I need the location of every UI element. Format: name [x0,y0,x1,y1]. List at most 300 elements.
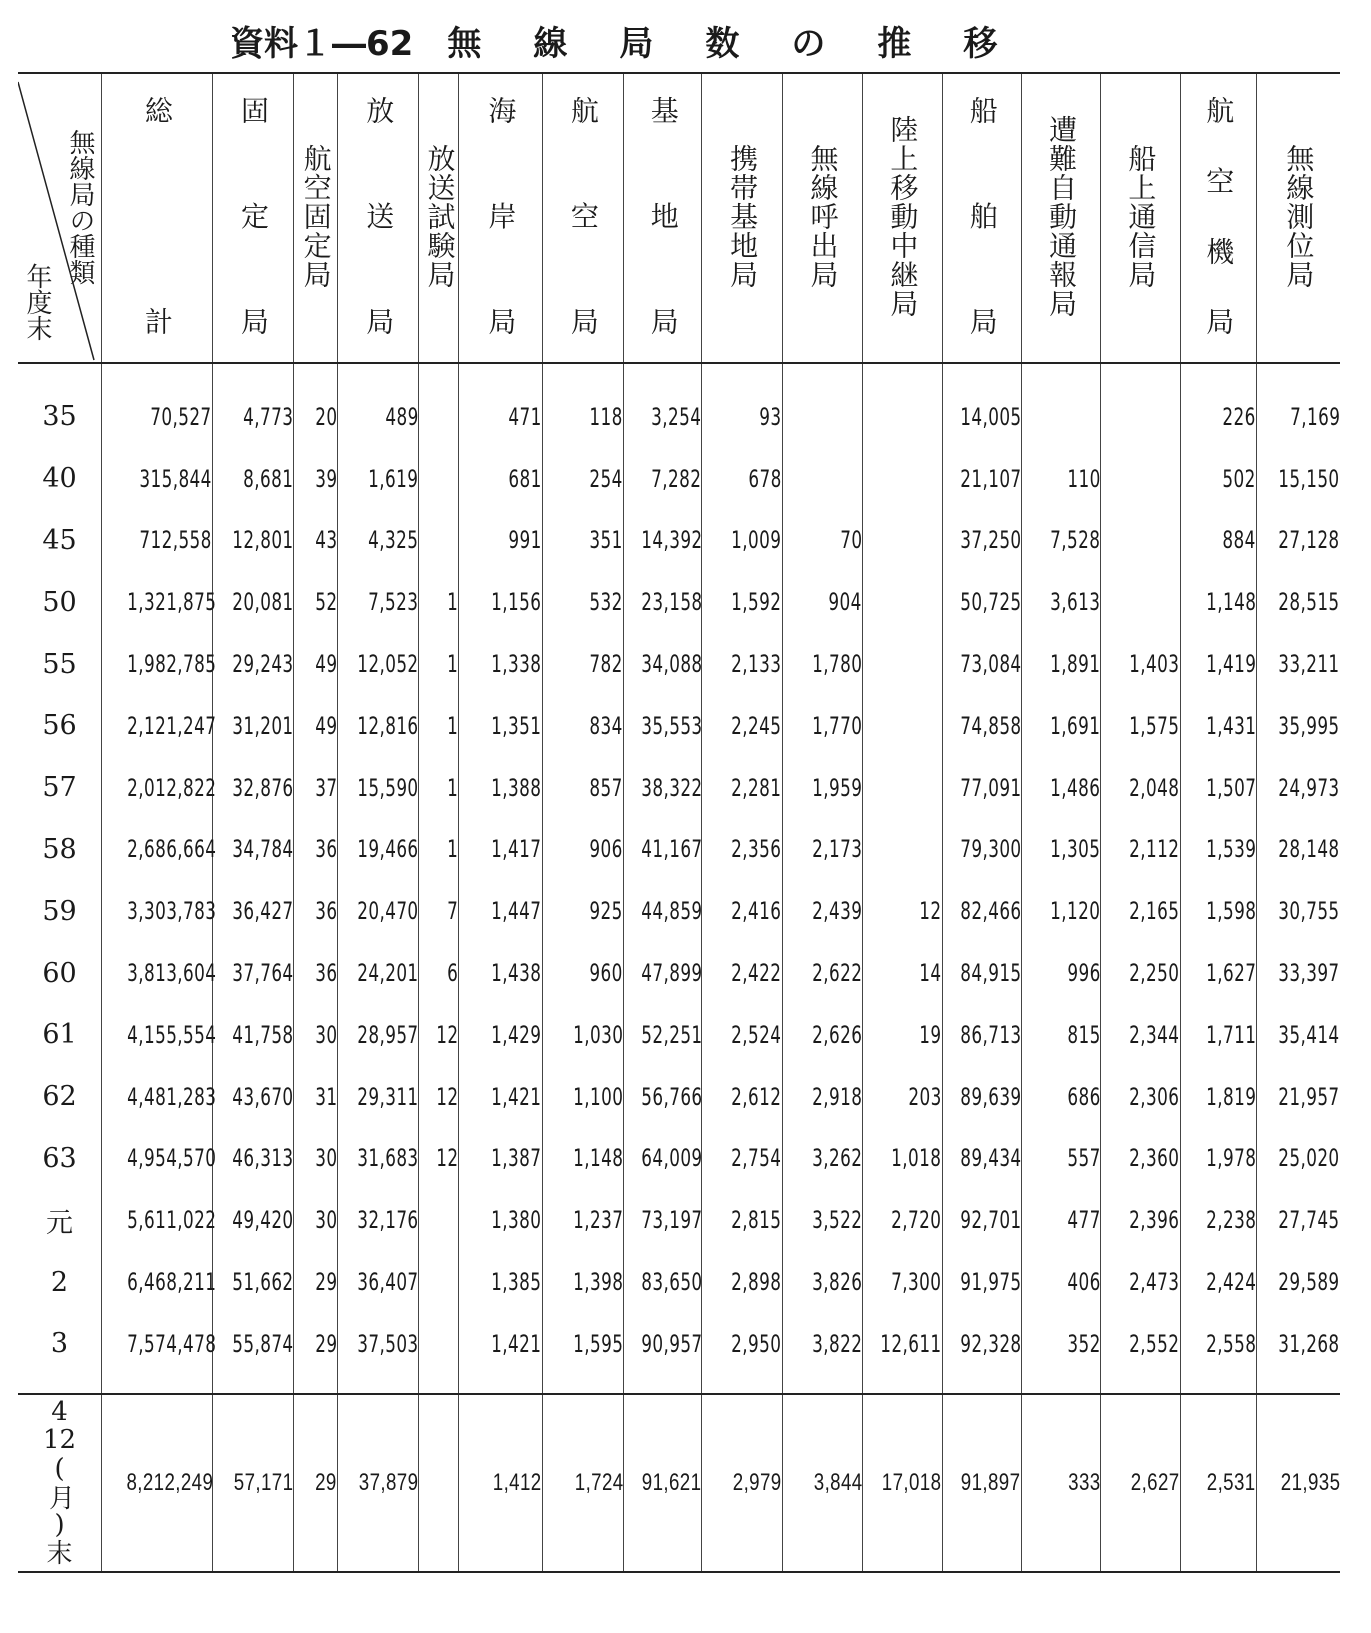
table-cell [459,448,543,510]
cell-value: 352 [1066,1329,1101,1358]
table-cell [1256,1189,1340,1251]
table-cell [338,633,419,695]
table-cell [782,1251,862,1313]
cell-value: 29,243 [231,650,294,679]
table-cell [1021,1128,1100,1190]
cell-value: 351 [589,526,624,555]
column-header-label: 船上通信局 [1124,143,1158,289]
latest-end: 末 [46,1538,73,1569]
table-cell [702,571,782,633]
table-cell [419,1313,459,1394]
table-cell [782,363,862,448]
table-cell [338,757,419,819]
table-cell [1101,363,1180,448]
table-cell [102,1313,217,1394]
table-cell [419,510,459,572]
table-cell [702,942,782,1004]
cell-value: 51,662 [231,1268,294,1297]
column-header [459,73,543,363]
cell-value: 1,305 [1050,835,1101,864]
table-cell [102,1004,217,1066]
title-reference: 資料１―62 [230,24,414,64]
cell-value: 1,891 [1050,650,1101,679]
table-cell [542,1004,623,1066]
cell-value: 25,020 [1278,1144,1340,1173]
cell-value: 1,539 [1205,835,1256,864]
column-header-label: 航空機局 [1202,96,1236,336]
cell-value: 52,251 [641,1020,703,1049]
cell-value: 35,553 [641,711,703,740]
table-cell [942,1004,1021,1066]
table-cell [212,757,293,819]
cell-value: 7,300 [891,1268,942,1297]
cell-value: 2,250 [1129,959,1180,988]
cell-value: 38,322 [641,773,703,802]
table-cell [459,633,543,695]
cell-value: 28,957 [357,1020,419,1049]
cell-value: 36 [314,835,337,864]
cell-value: 2,524 [731,1020,782,1049]
table-cell [338,1189,419,1251]
table-cell [702,1189,782,1251]
cell-value: 925 [589,897,624,926]
table-cell [624,1004,702,1066]
table-row [18,448,1340,510]
cell-value: 28,515 [1278,588,1340,617]
cell-value: 857 [589,773,624,802]
cell-value: 1,982,785 [127,650,217,679]
cell-value: 52 [314,588,337,617]
cell-value: 49 [314,711,337,740]
table-cell [102,633,217,695]
table-cell [338,1251,419,1313]
table-cell [702,448,782,510]
table-cell [459,880,543,942]
table-cell [702,363,782,448]
table-cell [294,819,338,881]
table-cell [294,695,338,757]
cell-value: 2,531 [1207,1468,1256,1496]
cell-value: 315,844 [139,464,212,493]
cell-value: 1,447 [491,897,542,926]
cell-value: 4,481,283 [127,1082,217,1111]
table-cell [1101,880,1180,942]
cell-value: 2,306 [1129,1082,1180,1111]
table-cell [942,1394,1021,1572]
cell-value: 92,328 [959,1329,1022,1358]
table-cell [294,1189,338,1251]
table-cell [542,1066,623,1128]
table-cell [294,1128,338,1190]
cell-value: 41,758 [231,1020,294,1049]
cell-value: 93 [759,402,782,431]
cell-value: 20,081 [231,588,294,617]
cell-value: 20,470 [357,897,419,926]
table-cell [782,633,862,695]
cell-value: 15,150 [1278,464,1340,493]
row-year: 55 [42,648,77,680]
cell-value: 532 [589,588,624,617]
table-cell [1180,819,1256,881]
table-row [18,363,1340,448]
cell-value: 991 [508,526,542,555]
cell-value: 24,973 [1278,773,1340,802]
cell-value: 1,592 [731,588,782,617]
table-cell [419,1066,459,1128]
cell-value: 84,915 [959,959,1022,988]
cell-value: 30,755 [1278,897,1340,926]
table-cell [338,1128,419,1190]
table-cell [338,695,419,757]
table-cell [102,880,217,942]
table-cell [1101,1251,1180,1313]
cell-value: 33,211 [1278,650,1340,679]
table-cell [459,363,543,448]
cell-value: 1,627 [1205,959,1256,988]
table-cell [863,942,942,1004]
table-cell [459,571,543,633]
table-row [18,1313,1340,1394]
table-cell [624,1189,702,1251]
table-cell [1256,363,1340,448]
table-cell [782,819,862,881]
column-header-label: 総計 [140,96,174,336]
cell-value: 7,282 [651,464,702,493]
cell-value: 43 [314,526,337,555]
cell-value: 89,639 [959,1082,1022,1111]
cell-value: 2,416 [731,897,782,926]
table-cell [624,510,702,572]
table-cell [1101,1066,1180,1128]
table-row [18,1189,1340,1251]
cell-value: 57,171 [233,1468,294,1496]
title-char: 数 [705,24,740,64]
column-header [702,73,782,363]
cell-value: 7,169 [1289,402,1340,431]
table-cell [1256,1066,1340,1128]
cell-value: 86,713 [959,1020,1022,1049]
table-body [18,363,1340,1394]
cell-value: 1,978 [1205,1144,1256,1173]
table-cell [542,819,623,881]
cell-value: 1,321,875 [127,588,217,617]
table-cell [542,695,623,757]
cell-value: 3,613 [1050,588,1101,617]
cell-value: 37 [314,773,337,802]
table-cell [782,1128,862,1190]
table-cell [1256,819,1340,881]
cell-value: 92,701 [959,1206,1022,1235]
table-cell [212,363,293,448]
table-cell [624,571,702,633]
row-year: 35 [42,401,77,433]
table-cell [863,1004,942,1066]
cell-value: 203 [908,1082,942,1111]
table-cell [702,1251,782,1313]
table-cell [419,1251,459,1313]
table-cell [863,510,942,572]
cell-value: 30 [314,1020,337,1049]
table-cell [459,757,543,819]
table-cell [1021,1313,1100,1394]
cell-value: 31 [314,1082,337,1111]
cell-value: 3,522 [812,1206,863,1235]
cell-value: 4,155,554 [127,1020,217,1049]
cell-value: 2,626 [812,1020,863,1049]
table-cell [1256,942,1340,1004]
table-cell [1256,633,1340,695]
row-year: 56 [42,710,77,742]
cell-value: 1,438 [491,959,542,988]
cell-value: 2,048 [1129,773,1180,802]
cell-value: 12 [919,897,942,926]
cell-value: 36,407 [357,1268,419,1297]
cell-value: 8,681 [243,464,294,493]
table-cell [459,1128,543,1190]
column-header [1180,73,1256,363]
table-cell [1180,1004,1256,1066]
cell-value: 1 [447,588,459,617]
table-cell [212,1128,293,1190]
cell-value: 1,691 [1050,711,1101,740]
cell-value: 1,009 [731,526,782,555]
cell-value: 36,427 [231,897,294,926]
cell-value: 2,012,822 [127,773,217,802]
cell-value: 502 [1222,464,1256,493]
cell-value: 1,711 [1205,1020,1256,1049]
table-cell [1101,757,1180,819]
cell-value: 118 [589,402,624,431]
table-cell [294,1066,338,1128]
table-cell [942,448,1021,510]
table-cell [542,363,623,448]
table-cell [624,695,702,757]
table-cell [294,571,338,633]
table-cell [782,1313,862,1394]
table-cell [102,510,213,572]
table-cell [863,819,942,881]
table-cell [294,363,338,448]
cell-value: 91,897 [961,1468,1021,1496]
table-cell [1021,819,1100,881]
latest-year: 4 [51,1396,68,1427]
cell-value: 56,766 [641,1082,703,1111]
cell-value: 1 [447,835,459,864]
table-cell [459,510,543,572]
cell-value: 2,121,247 [127,711,217,740]
table-cell [1180,510,1256,572]
radio-station-table [18,72,1340,1573]
cell-value: 4,773 [243,402,294,431]
cell-value: 44,859 [641,897,703,926]
cell-value: 37,503 [357,1329,419,1358]
column-header [1021,73,1100,363]
cell-value: 43,670 [231,1082,294,1111]
table-row [18,819,1340,881]
cell-value: 91,975 [959,1268,1022,1297]
cell-value: 29 [314,1268,337,1297]
table-cell [1021,1189,1100,1251]
cell-value: 2,815 [731,1206,782,1235]
table-cell [212,571,293,633]
cell-value: 70 [839,526,863,555]
cell-value: 1,780 [812,650,863,679]
cell-value: 1,421 [491,1082,542,1111]
cell-value: 21,935 [1280,1468,1340,1496]
cell-value: 29,311 [357,1082,419,1111]
cell-value: 55,874 [231,1329,294,1358]
cell-value: 1,338 [491,650,542,679]
column-header-label: 無線呼出局 [806,143,840,289]
table-cell [338,942,419,1004]
column-header-label: 固定局 [236,96,270,336]
cell-value: 2,344 [1129,1020,1180,1049]
table-cell [1256,571,1340,633]
table-cell [459,1066,543,1128]
cell-value: 12,611 [880,1329,942,1358]
table-cell [294,1313,338,1394]
table-cell [338,1066,419,1128]
cell-value: 21,107 [959,464,1022,493]
row-year: 57 [42,772,77,804]
row-year: 2 [50,1266,69,1298]
table-cell [942,880,1021,942]
table-cell [338,1313,419,1394]
table-cell [942,571,1021,633]
table-cell [863,757,942,819]
table-cell [212,1189,293,1251]
table-cell [863,695,942,757]
cell-value: 2,424 [1205,1268,1256,1297]
table-cell [863,1128,942,1190]
table-cell [863,633,942,695]
table-cell [624,819,702,881]
cell-value: 7,523 [368,588,419,617]
cell-value: 1,619 [368,464,419,493]
cell-value: 4,325 [368,526,419,555]
table-cell [212,1394,293,1572]
cell-value: 254 [589,464,624,493]
cell-value: 1,770 [812,711,863,740]
table-cell [1256,1394,1340,1572]
cell-value: 1,598 [1205,897,1256,926]
cell-value: 90,957 [641,1329,703,1358]
cell-value: 1,724 [574,1468,624,1496]
column-header-label: 遭難自動通報局 [1045,114,1079,318]
cell-value: 406 [1066,1268,1101,1297]
table-cell [1101,819,1180,881]
table-cell [942,757,1021,819]
cell-value: 1,388 [491,773,542,802]
table-cell [1180,571,1256,633]
cell-value: 89,434 [959,1144,1022,1173]
cell-value: 2,238 [1205,1206,1256,1235]
table-cell [1180,1251,1256,1313]
table-cell [212,1313,293,1394]
table-cell [624,1066,702,1128]
cell-value: 2,622 [812,959,863,988]
table-cell [102,942,217,1004]
row-year-latest [18,1394,102,1572]
column-header-label: 陸上移動中継局 [886,114,920,318]
table-cell [1101,1004,1180,1066]
table-cell [942,510,1021,572]
column-header-label: 海岸局 [484,96,518,336]
table-row [18,942,1340,1004]
table-cell [102,1189,217,1251]
column-header-label: 航空固定局 [299,143,333,289]
cell-value: 74,858 [959,711,1022,740]
cell-value: 1,148 [572,1144,624,1173]
cell-value: 2,612 [731,1082,782,1111]
cell-value: 2,396 [1129,1206,1180,1235]
cell-value: 1,030 [572,1020,624,1049]
cell-value: 83,650 [641,1268,703,1297]
table-cell [1021,1004,1100,1066]
table-cell [1180,695,1256,757]
table-cell [702,1128,782,1190]
cell-value: 82,466 [959,897,1022,926]
table-cell [338,819,419,881]
table-cell [542,880,623,942]
table-cell [782,571,862,633]
table-cell [624,448,702,510]
table-cell [1021,757,1100,819]
cell-value: 2,360 [1129,1144,1180,1173]
table-cell [212,819,293,881]
table-cell [1021,695,1100,757]
cell-value: 7,528 [1050,526,1101,555]
column-header-label: 船舶局 [965,96,999,336]
table-cell [1021,1066,1100,1128]
cell-value: 2,552 [1129,1329,1180,1358]
column-header-label: 放送局 [362,96,396,336]
table-cell [942,1128,1021,1190]
cell-value: 1,018 [891,1144,942,1173]
cell-value: 49,420 [231,1206,294,1235]
latest-month: 12 [42,1424,77,1455]
row-year: 61 [42,1019,77,1051]
table-cell [1021,571,1100,633]
table-cell [459,942,543,1004]
table-cell [294,1251,338,1313]
table-cell [419,1004,459,1066]
table-cell [702,633,782,695]
table-cell [419,880,459,942]
cell-value: 3,822 [812,1329,863,1358]
cell-value: 471 [508,402,542,431]
cell-value: 27,745 [1278,1206,1340,1235]
table-cell [702,1394,782,1572]
cell-value: 1 [447,773,459,802]
table-cell [624,1394,702,1572]
table-cell [1180,757,1256,819]
table-row [18,633,1340,695]
cell-value: 1,959 [812,773,863,802]
table-cell [702,819,782,881]
cell-value: 226 [1222,402,1256,431]
cell-value: 7,574,478 [127,1329,217,1358]
cell-value: 79,300 [959,835,1022,864]
cell-value: 3,262 [812,1144,863,1173]
table-cell [782,448,862,510]
table-cell [1101,1313,1180,1394]
table-cell [212,1004,293,1066]
table-cell [942,633,1021,695]
column-header [294,73,338,363]
cell-value: 32,176 [357,1206,419,1235]
table-cell [624,942,702,1004]
